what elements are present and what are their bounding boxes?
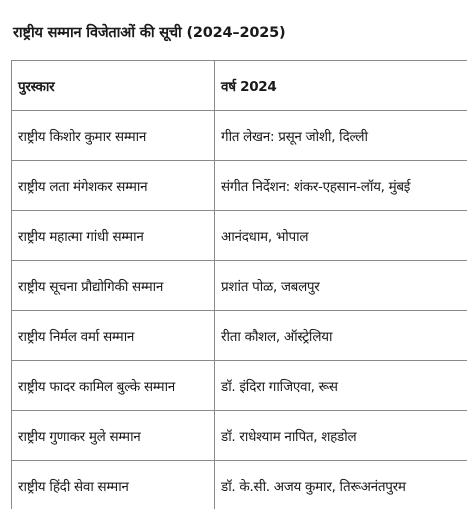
award-name-cell: राष्ट्रीय सूचना प्रौद्योगिकी सम्मान: [12, 261, 215, 311]
column-header-award: पुरस्कार: [12, 61, 215, 111]
winner-cell: डॉ. राधेश्याम नापित, शहडोल: [215, 411, 467, 461]
award-name-cell: राष्ट्रीय निर्मल वर्मा सम्मान: [12, 311, 215, 361]
table-row: [12, 411, 467, 461]
winner-cell: गीत लेखन: प्रसून जोशी, दिल्ली: [215, 111, 467, 161]
award-name-cell: राष्ट्रीय महात्मा गांधी सम्मान: [12, 211, 215, 261]
page-title: राष्ट्रीय सम्मान विजेताओं की सूची (2024–2025): [13, 25, 286, 41]
table-row: [12, 161, 467, 211]
table-row: [12, 461, 467, 509]
award-name-cell: राष्ट्रीय गुणाकर मुले सम्मान: [12, 411, 215, 461]
winner-cell: आनंदधाम, भोपाल: [215, 211, 467, 261]
table-row: [12, 361, 467, 411]
awards-table-container[interactable]: [11, 60, 467, 509]
column-header-year-2024: वर्ष 2024: [215, 61, 467, 111]
award-name-cell: राष्ट्रीय हिंदी सेवा सम्मान: [12, 461, 215, 509]
table-row: [12, 311, 467, 361]
winner-cell: संगीत निर्देशन: शंकर-एहसान-लॉय, मुंबई: [215, 161, 467, 211]
winner-cell: डॉ. के.सी. अजय कुमार, तिरूअनंतपुरम: [215, 461, 467, 509]
award-name-cell: राष्ट्रीय लता मंगेशकर सम्मान: [12, 161, 215, 211]
table-row: [12, 261, 467, 311]
awards-table: [11, 60, 467, 509]
table-row: [12, 111, 467, 161]
table-row: [12, 211, 467, 261]
winner-cell: प्रशांत पोळ, जबलपुर: [215, 261, 467, 311]
winner-cell: रीता कौशल, ऑस्ट्रेलिया: [215, 311, 467, 361]
table-header-row: [12, 61, 467, 111]
winner-cell: डॉ. इंदिरा गाजिएवा, रूस: [215, 361, 467, 411]
award-name-cell: राष्ट्रीय फादर कामिल बुल्के सम्मान: [12, 361, 215, 411]
award-name-cell: राष्ट्रीय किशोर कुमार सम्मान: [12, 111, 215, 161]
